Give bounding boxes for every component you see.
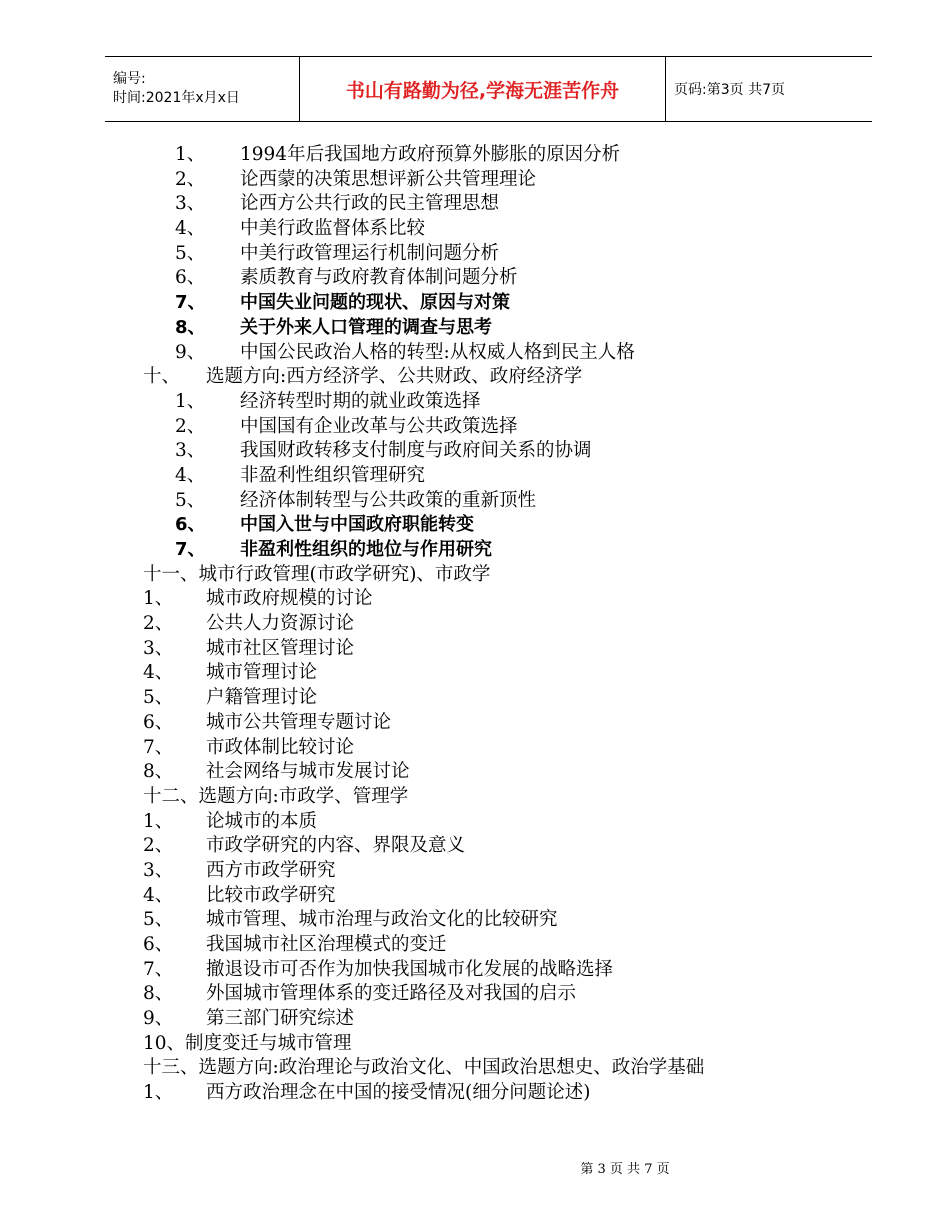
list-item-number: 1、 (143, 1082, 174, 1104)
list-item-number: 6、 (143, 934, 174, 955)
list-item-number: 9、 (175, 341, 206, 363)
list-item-text: 十二、选题方向:市政学、管理学 (143, 785, 409, 807)
list-item-number: 2、 (143, 613, 174, 635)
list-item-number: 8、 (143, 761, 174, 783)
list-item-text: 户籍管理讨论 (206, 687, 318, 709)
list-item (0, 563, 950, 588)
list-item-text: 城市政府规模的讨论 (206, 588, 373, 610)
list-item-number: 2、 (175, 415, 206, 437)
header-meta (105, 57, 300, 121)
list-item (0, 884, 950, 909)
list-item (0, 365, 950, 390)
list-item-text: 中美行政管理运行机制问题分析 (240, 242, 500, 264)
list-item-text: 论西蒙的决策思想评新公共管理理论 (240, 168, 537, 190)
list-item-text: 素质教育与政府教育体制问题分析 (240, 267, 518, 289)
list-item (0, 316, 950, 341)
list-item (0, 1032, 950, 1057)
list-item-number: 6、 (143, 711, 174, 733)
list-item-number: 4、 (175, 464, 206, 486)
list-item (0, 958, 950, 983)
list-item (0, 168, 950, 193)
list-item (0, 933, 950, 958)
list-item-text: 十三、选题方向:政治理论与政治文化、中国政治思想史、政治学基础 (143, 1057, 705, 1079)
page-info-text: 页码:第3页 共7页 (674, 82, 785, 98)
list-item-number: 5、 (175, 242, 206, 264)
list-item (0, 859, 950, 884)
list-item (0, 266, 950, 291)
list-item-number: 4、 (143, 884, 174, 906)
list-item-text: 十一、城市行政管理(市政学研究)、市政学 (143, 563, 491, 585)
list-item-number: 5、 (143, 909, 174, 931)
list-item-text: 撤退设市可否作为加快我国城市化发展的战略选择 (206, 958, 614, 980)
list-item (0, 489, 950, 514)
list-item-number: 4、 (175, 218, 206, 240)
list-item-text: 西方政治理念在中国的接受情况(细分问题论述) (206, 1082, 591, 1104)
list-item-number: 2、 (175, 168, 206, 190)
list-item-number: 1、 (175, 144, 206, 165)
list-item-number: 1、 (175, 390, 206, 412)
list-item-text: 经济转型时期的就业政策选择 (240, 390, 481, 412)
document-number-label: 编号: (113, 71, 146, 87)
list-item (0, 390, 950, 415)
list-item (0, 834, 950, 859)
list-item (0, 686, 950, 711)
list-item-text: 非盈利性组织管理研究 (240, 464, 426, 486)
list-item-text: 10、制度变迁与城市管理 (143, 1032, 352, 1054)
list-item-text: 1994年后我国地方政府预算外膨胀的原因分析 (240, 144, 621, 165)
page-footer (0, 1158, 950, 1177)
list-item (0, 415, 950, 440)
list-item-text: 中国入世与中国政府职能转变 (240, 514, 474, 536)
list-item-number: 1、 (143, 810, 174, 832)
list-item-text: 城市管理、城市治理与政治文化的比较研究 (206, 909, 558, 931)
list-item (0, 513, 950, 538)
header-motto (300, 57, 666, 121)
list-item-number: 2、 (143, 835, 174, 857)
list-item (0, 908, 950, 933)
list-item-number: 3、 (175, 193, 206, 215)
list-item (0, 810, 950, 835)
list-item-text: 公共人力资源讨论 (206, 613, 355, 635)
document-time-label: 时间:2021年x月x日 (113, 90, 240, 106)
list-item-text: 城市公共管理专题讨论 (206, 711, 392, 733)
topic-list (0, 143, 950, 1106)
list-item (0, 1007, 950, 1032)
list-item-number: 7、 (143, 958, 174, 980)
list-item-number: 6、 (175, 267, 206, 289)
list-item-text: 社会网络与城市发展讨论 (206, 761, 410, 783)
list-item (0, 785, 950, 810)
list-item (0, 760, 950, 785)
list-item-number: 9、 (143, 1008, 174, 1030)
list-item-number: 8、 (143, 983, 174, 1005)
list-item-text: 比较市政学研究 (206, 884, 336, 906)
list-item-text: 中美行政监督体系比较 (240, 218, 426, 240)
list-item-text: 市政体制比较讨论 (206, 736, 355, 758)
list-item-text: 关于外来人口管理的调查与思考 (240, 316, 492, 338)
list-item-number: 7、 (143, 736, 174, 758)
list-item-number: 1、 (143, 588, 174, 610)
footer-page-number: 第 3 页 共 7 页 (580, 1162, 670, 1177)
list-item-number: 7、 (175, 292, 206, 314)
list-item (0, 242, 950, 267)
list-item (0, 661, 950, 686)
list-item (0, 982, 950, 1007)
list-item (0, 464, 950, 489)
list-item (0, 143, 950, 168)
list-item-number: 5、 (143, 687, 174, 709)
list-item (0, 711, 950, 736)
list-item-number: 4、 (143, 662, 174, 684)
list-item-text: 第三部门研究综述 (206, 1008, 355, 1030)
list-item (0, 439, 950, 464)
header-page-info (666, 57, 872, 121)
list-item-text: 外国城市管理体系的变迁路径及对我国的启示 (206, 983, 577, 1005)
list-item (0, 192, 950, 217)
list-item-text: 经济体制转型与公共政策的重新顶性 (240, 489, 537, 511)
list-item (0, 217, 950, 242)
list-item (0, 612, 950, 637)
list-item-text: 西方市政学研究 (206, 859, 336, 881)
list-item-number: 3、 (143, 859, 174, 881)
list-item-number: 十、 (143, 366, 181, 388)
list-item-text: 中国失业问题的现状、原因与对策 (240, 292, 510, 314)
list-item-text: 论城市的本质 (206, 810, 318, 832)
list-item-text: 我国财政转移支付制度与政府间关系的协调 (240, 440, 592, 462)
list-item-text: 论西方公共行政的民主管理思想 (240, 193, 500, 215)
list-item-number: 8、 (175, 316, 206, 338)
list-item (0, 291, 950, 316)
list-item (0, 587, 950, 612)
list-item-number: 6、 (175, 514, 206, 536)
motto-text: 书山有路勤为径,学海无涯苦作舟 (345, 79, 620, 102)
list-item-text: 市政学研究的内容、界限及意义 (206, 835, 466, 857)
list-item-text: 选题方向:西方经济学、公共财政、政府经济学 (206, 366, 583, 388)
list-item-number: 7、 (175, 539, 206, 560)
list-item-text: 城市管理讨论 (206, 662, 318, 684)
list-item-text: 中国国有企业改革与公共政策选择 (240, 415, 518, 437)
list-item-text: 中国公民政治人格的转型:从权威人格到民主人格 (240, 341, 635, 363)
list-item-number: 3、 (143, 637, 174, 659)
page-header (105, 56, 872, 122)
list-item (0, 736, 950, 761)
list-item (0, 538, 950, 563)
list-item (0, 637, 950, 662)
list-item-number: 3、 (175, 440, 206, 462)
list-item (0, 1081, 950, 1106)
list-item-text: 我国城市社区治理模式的变迁 (206, 934, 447, 955)
list-item-text: 非盈利性组织的地位与作用研究 (240, 539, 492, 560)
list-item (0, 1056, 950, 1081)
list-item (0, 341, 950, 366)
list-item-text: 城市社区管理讨论 (206, 637, 355, 659)
list-item-number: 5、 (175, 489, 206, 511)
